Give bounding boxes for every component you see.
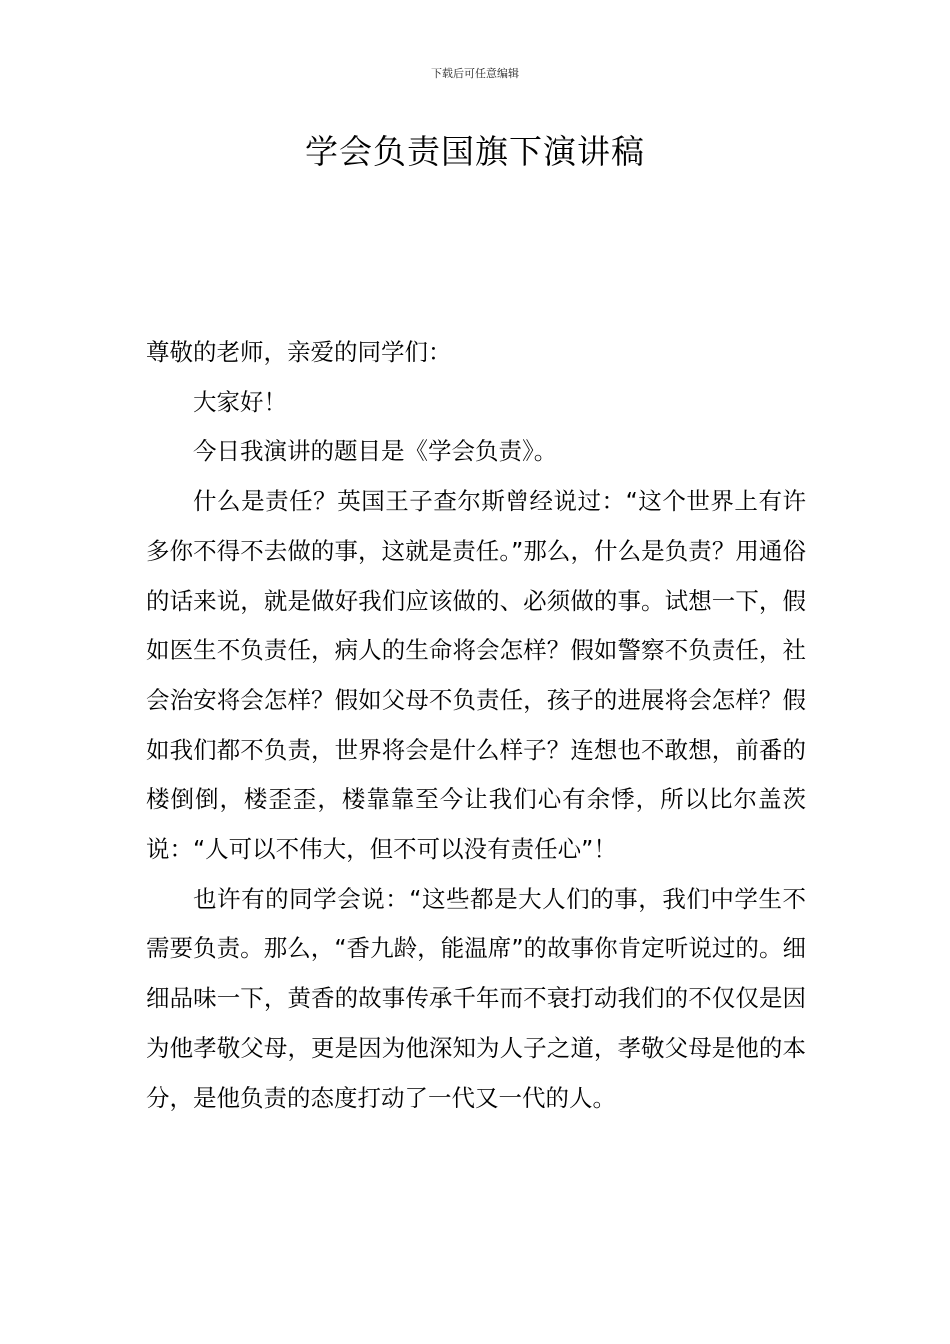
students-paragraph: 也许有的同学会说：“这些都是大人们的事，我们中学生不需要负责。那么，“香九龄，能温席”的故事你肯定听说过的。细细品味一下，黄香的故事传承千年而不衰打动我们的不仅仅是因为他孝敬父母，更是因为他深知为人子之道，孝敬父母是他的本分，是他负责的态度打动了一代又一代的人。 [146,884,806,1112]
document-title: 学会负责国旗下演讲稿 [305,132,645,171]
speech-body [146,328,806,1123]
header-note: 下载后可任意编辑 [431,67,519,80]
greeting-paragraph: 大家好！ [193,387,287,416]
salutation: 尊敬的老师，亲爱的同学们： [146,338,452,366]
responsibility-paragraph: 什么是责任？英国王子查尔斯曾经说过：“这个世界上有许多你不得不去做的事，这就是责任。”那么，什么是负责？用通俗的话来说，就是做好我们应该做的、必须做的事。试想一下，假如医生不负责任，病人的生命将会怎样？假如警察不负责任，社会治安将会怎样？假如父母不负责任，孩子的进展将会怎样？假如我们都不负责，世界将会是什么样子？连想也不敢想，前番的楼倒倒，楼歪歪，楼靠靠至今让我们心有余悸，所以比尔盖茨说：“人可以不伟大，但不可以没有责任心”！ [146,487,806,864]
topic-paragraph: 今日我演讲的题目是《学会负责》。 [193,437,558,466]
